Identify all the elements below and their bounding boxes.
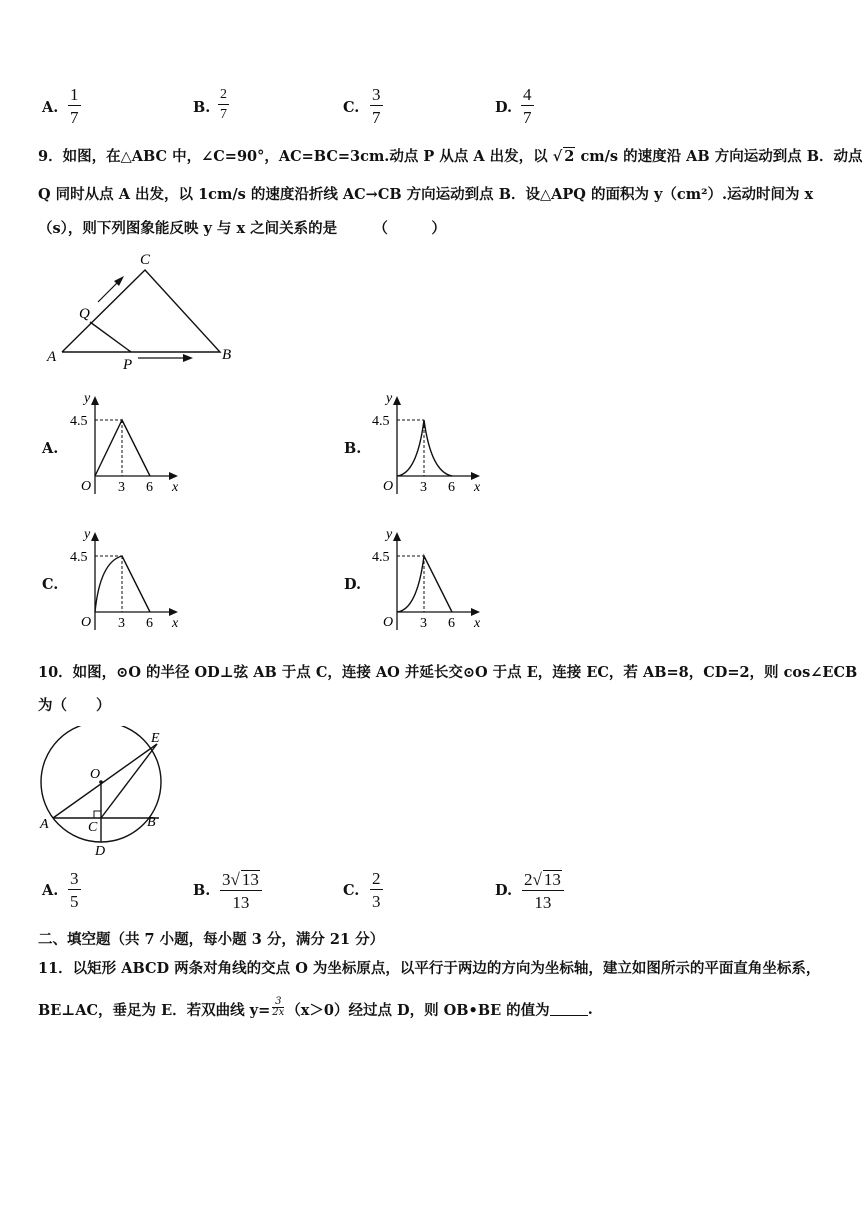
svg-text:6: 6: [448, 480, 455, 495]
svg-text:3: 3: [420, 480, 427, 495]
q9-triangle-figure: [38, 248, 248, 373]
svg-text:O: O: [81, 615, 92, 630]
q9-graph-a: [62, 388, 187, 498]
q11-line-1: 11．以矩形 ABCD 两条对角线的交点 O 为坐标原点，以平行于两边的方向为坐标轴，建立如图所示的平面直角坐标系，: [38, 960, 821, 977]
label-d: D: [95, 844, 106, 859]
q8-option-a-fraction: 1 7: [70, 85, 79, 127]
q10-option-a-fraction: 3 5: [70, 869, 79, 911]
q9-option-d-letter: D.: [344, 576, 362, 593]
svg-text:6: 6: [146, 616, 153, 631]
label-c: C: [140, 252, 151, 268]
label-p: P: [123, 357, 133, 373]
label-o: O: [90, 767, 101, 782]
q8-option-c-letter: C.: [343, 99, 360, 116]
sqrt-2: √ 2: [552, 148, 575, 165]
svg-text:x: x: [474, 480, 481, 495]
svg-text:4.5: 4.5: [70, 550, 88, 565]
svg-text:3: 3: [118, 480, 125, 495]
svg-text:y: y: [386, 527, 393, 542]
q9-line-1: 9．如图，在△ABC 中，∠C=90°，AC=BC=3cm.动点 P 从点 A 出发，以 √ 2 cm/s 的速度沿 AB 方向运动到点 B．动点: [38, 148, 863, 165]
q10-line-1: 10．如图，⊙O 的半径 OD⊥弦 AB 于点 C，连接 AO 并延长交⊙O 于点 E，连接 EC，若 AB=8，CD=2，则 cos∠ECB: [38, 664, 858, 681]
svg-text:O: O: [383, 615, 394, 630]
q10-line-2: 为（ ）: [38, 697, 111, 714]
section-2-title: 二、填空题（共 7 小题，每小题 3 分，满分 21 分）: [38, 931, 385, 948]
q10-circle-figure: [34, 726, 169, 861]
q10-option-a-letter: A.: [42, 882, 59, 899]
svg-text:y: y: [84, 527, 91, 542]
q8-option-d-fraction: 4 7: [523, 85, 532, 127]
svg-text:3: 3: [118, 616, 125, 631]
q11-hyperbola-fraction: 3 2x: [272, 996, 285, 1018]
label-c: C: [88, 820, 98, 835]
svg-text:4.5: 4.5: [70, 414, 88, 429]
q9-graph-d: [364, 524, 489, 634]
q10-option-d-fraction: 2√ 13 13: [522, 870, 564, 911]
svg-text:O: O: [81, 479, 92, 494]
label-a: A: [47, 349, 57, 365]
q9-graph-b: [364, 388, 489, 498]
q9-line-3: （s），则下列图象能反映 y 与 x 之间关系的是 （ ）: [38, 220, 446, 237]
q8-option-b-letter: B.: [193, 99, 211, 116]
label-q: Q: [79, 306, 90, 322]
q8-option-d-letter: D.: [495, 99, 513, 116]
svg-text:6: 6: [448, 616, 455, 631]
label-b: B: [222, 347, 232, 363]
q9-option-a-letter: A.: [42, 440, 59, 457]
q10-option-c-fraction: 2 3: [372, 869, 381, 911]
label-a: A: [40, 817, 49, 832]
svg-text:6: 6: [146, 480, 153, 495]
svg-text:x: x: [172, 616, 179, 631]
svg-text:y: y: [386, 391, 393, 406]
svg-text:O: O: [383, 479, 394, 494]
q9-option-c-letter: C.: [42, 576, 59, 593]
svg-text:x: x: [172, 480, 179, 495]
q8-option-c-fraction: 3 7: [372, 85, 381, 127]
svg-text:y: y: [84, 391, 91, 406]
svg-text:x: x: [474, 616, 481, 631]
q10-option-c-letter: C.: [343, 882, 360, 899]
q11-line-2: BE⊥AC，垂足为 E．若双曲线 y= 3 2x （x＞0）经过点 D，则 OB•BE 的值为 .: [38, 996, 593, 1019]
q10-option-b-letter: B.: [193, 882, 211, 899]
q10-option-d-letter: D.: [495, 882, 513, 899]
svg-text:4.5: 4.5: [372, 550, 390, 565]
q9-option-b-letter: B.: [344, 440, 362, 457]
label-e: E: [151, 731, 160, 746]
q9-line-2: Q 同时从点 A 出发，以 1cm/s 的速度沿折线 AC→CB 方向运动到点 B．设△APQ 的面积为 y（cm²）.运动时间为 x: [38, 186, 814, 203]
q9-graph-c: [62, 524, 187, 634]
label-b: B: [147, 815, 156, 830]
q10-option-b-fraction: 3√ 13 13: [220, 870, 262, 911]
q11-answer-blank[interactable]: [550, 1003, 588, 1016]
q8-option-b-fraction: 2 7: [220, 87, 227, 122]
svg-text:4.5: 4.5: [372, 414, 390, 429]
q8-option-a-letter: A.: [42, 99, 59, 116]
svg-text:3: 3: [420, 616, 427, 631]
